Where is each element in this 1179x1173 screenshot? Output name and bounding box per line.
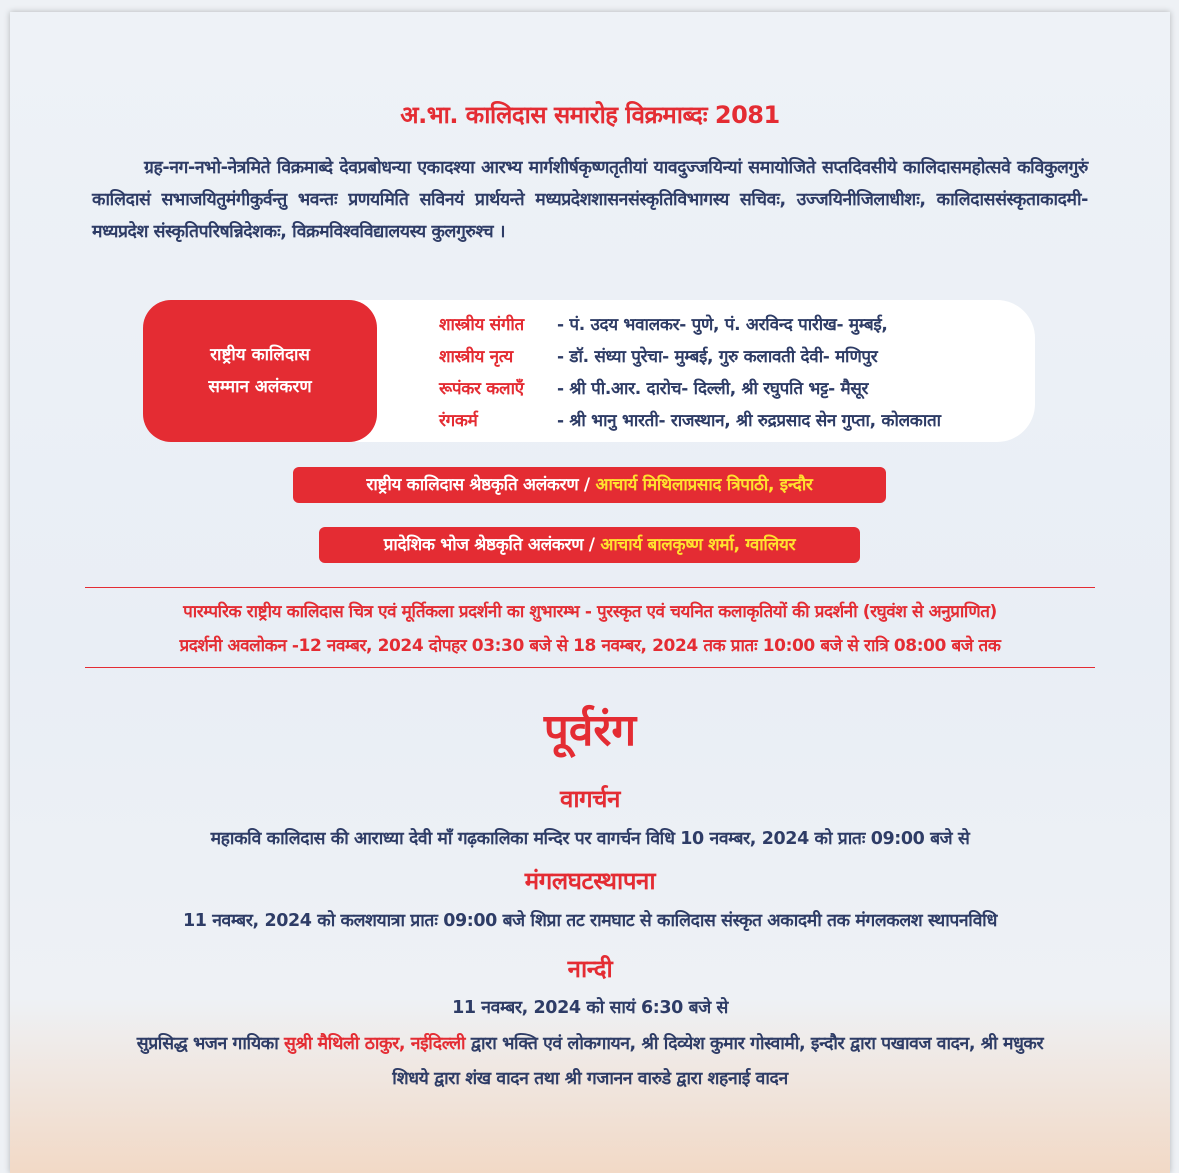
vagarchan-heading: वागर्चन [559,785,621,813]
bhoj-award-banner [319,527,860,563]
nandi-line-before: सुप्रसिद्ध भजन गायिका [136,1034,285,1054]
national-award-list [439,309,941,437]
award-category: शास्त्रीय नृत्य [439,347,513,367]
award-names: - श्री भानु भारती- राजस्थान, श्री रुद्रप्रसाद सेन गुप्ता, कोलकाता [557,411,941,431]
page-title: अ.भा. कालिदास समारोह विक्रमाब्दः 2081 [400,101,780,129]
mangal-text: 11 नवम्बर, 2024 को कलशयात्रा प्रातः 09:00 बजे शिप्रा तट रामघाट से कालिदास संस्कृत अकादमी तक मंगलकलश स्थापनविधि [183,911,997,931]
national-award-label-line1: राष्ट्रीय कालिदास [210,345,310,365]
award-row [439,405,941,437]
award-names: - श्री पी.आर. दारोच- दिल्ली, श्री रघुपति भट्ट- मैसूर [557,379,869,399]
shreshthkriti-recipient: आचार्य मिथिलाप्रसाद त्रिपाठी, इन्दौर [595,475,813,495]
national-award-badge [143,300,377,442]
divider-bottom [85,667,1095,668]
national-award-label-line2: सम्मान अलंकरण [208,377,312,397]
exhibition-line1: पारम्परिक राष्ट्रीय कालिदास चित्र एवं मूर्तिकला प्रदर्शनी का शुभारम्भ - पुरस्कृत एवं चयनित कलाकृतियों की प्रदर्शनी (रघुवंश से अनुप्राणित) [183,602,997,622]
nandi-performers-line [10,1031,1170,1055]
nandi-line-after: द्वारा भक्ति एवं लोकगायन, श्री दिव्येश कुमार गोस्वामी, इन्दौर द्वारा पखावज वादन, श्री मधुकर [465,1034,1044,1054]
nandi-line3: शिधये द्वारा शंख वादन तथा श्री गजानन वारुडे द्वारा शहनाई वादन [392,1069,788,1089]
intro-paragraph: ग्रह-नग-नभो-नेत्रमिते विक्रमाब्दे देवप्रबोधन्या एकादश्या आरभ्य मार्गशीर्षकृष्णतृतीयां यावदुज्जयिन्यां समायोजिते सप्तदिवसीये कालिदासमहोत्सवे कविकुलगुरुं कालिदासं सभाजयितुमंगीकुर्वन्तु भवन्तः प्रणयमिति सविनयं प्रार्थयन्ते मध्यप्रदेशशासनसंस्कृतिविभागस्य सचिवः, उज्जयिनीजिलाधीशः, कालिदाससंस्कृताकादमी-मध्यप्रदेश संस्कृतिपरिषन्निदेशकः, विक्रमविश्वविद्यालयस्य कुलगुरुश्च । [92,158,1088,242]
award-names: - डॉ. संध्या पुरेचा- मुम्बई, गुरु कलावती देवी- मणिपुर [557,347,878,367]
invitation-page [10,12,1170,1173]
nandi-highlight-artist: सुश्री मैथिली ठाकुर, नईदिल्ली [284,1034,466,1054]
vagarchan-text: महाकवि कालिदास की आराध्या देवी माँ गढ़कालिका मन्दिर पर वागर्चन विधि 10 नवम्बर, 2024 को प्रातः 09:00 बजे से [210,829,970,849]
exhibition-line2: प्रदर्शनी अवलोकन -12 नवम्बर, 2024 दोपहर 03:30 बजे से 18 नवम्बर, 2024 तक प्रातः 10:00 बजे से रात्रि 08:00 बजे तक [179,636,1001,656]
nandi-time: 11 नवम्बर, 2024 को सायं 6:30 बजे से [452,998,728,1018]
award-category: शास्त्रीय संगीत [439,315,524,335]
bhoj-label: प्रादेशिक भोज श्रेष्ठकृति अलंकरण / [383,535,601,555]
shreshthkriti-label: राष्ट्रीय कालिदास श्रेष्ठकृति अलंकरण / [366,475,596,495]
bhoj-recipient: आचार्य बालकृष्ण शर्मा, ग्वालियर [600,535,796,555]
award-row [439,341,941,373]
national-award-panel [143,300,1035,442]
shreshthkriti-award-banner [293,467,886,503]
award-names: - पं. उदय भवालकर- पुणे, पं. अरविन्द पारीख- मुम्बई, [557,315,888,335]
award-row [439,373,941,405]
mangal-heading: मंगलघटस्थापना [524,867,656,895]
divider-top [85,587,1095,588]
nandi-heading: नान्दी [567,955,613,983]
purvarang-title: पूर्वरंग [543,705,637,756]
award-category: रूपंकर कलाएँ [439,379,524,399]
award-row [439,309,941,341]
award-category: रंगकर्म [439,411,478,431]
